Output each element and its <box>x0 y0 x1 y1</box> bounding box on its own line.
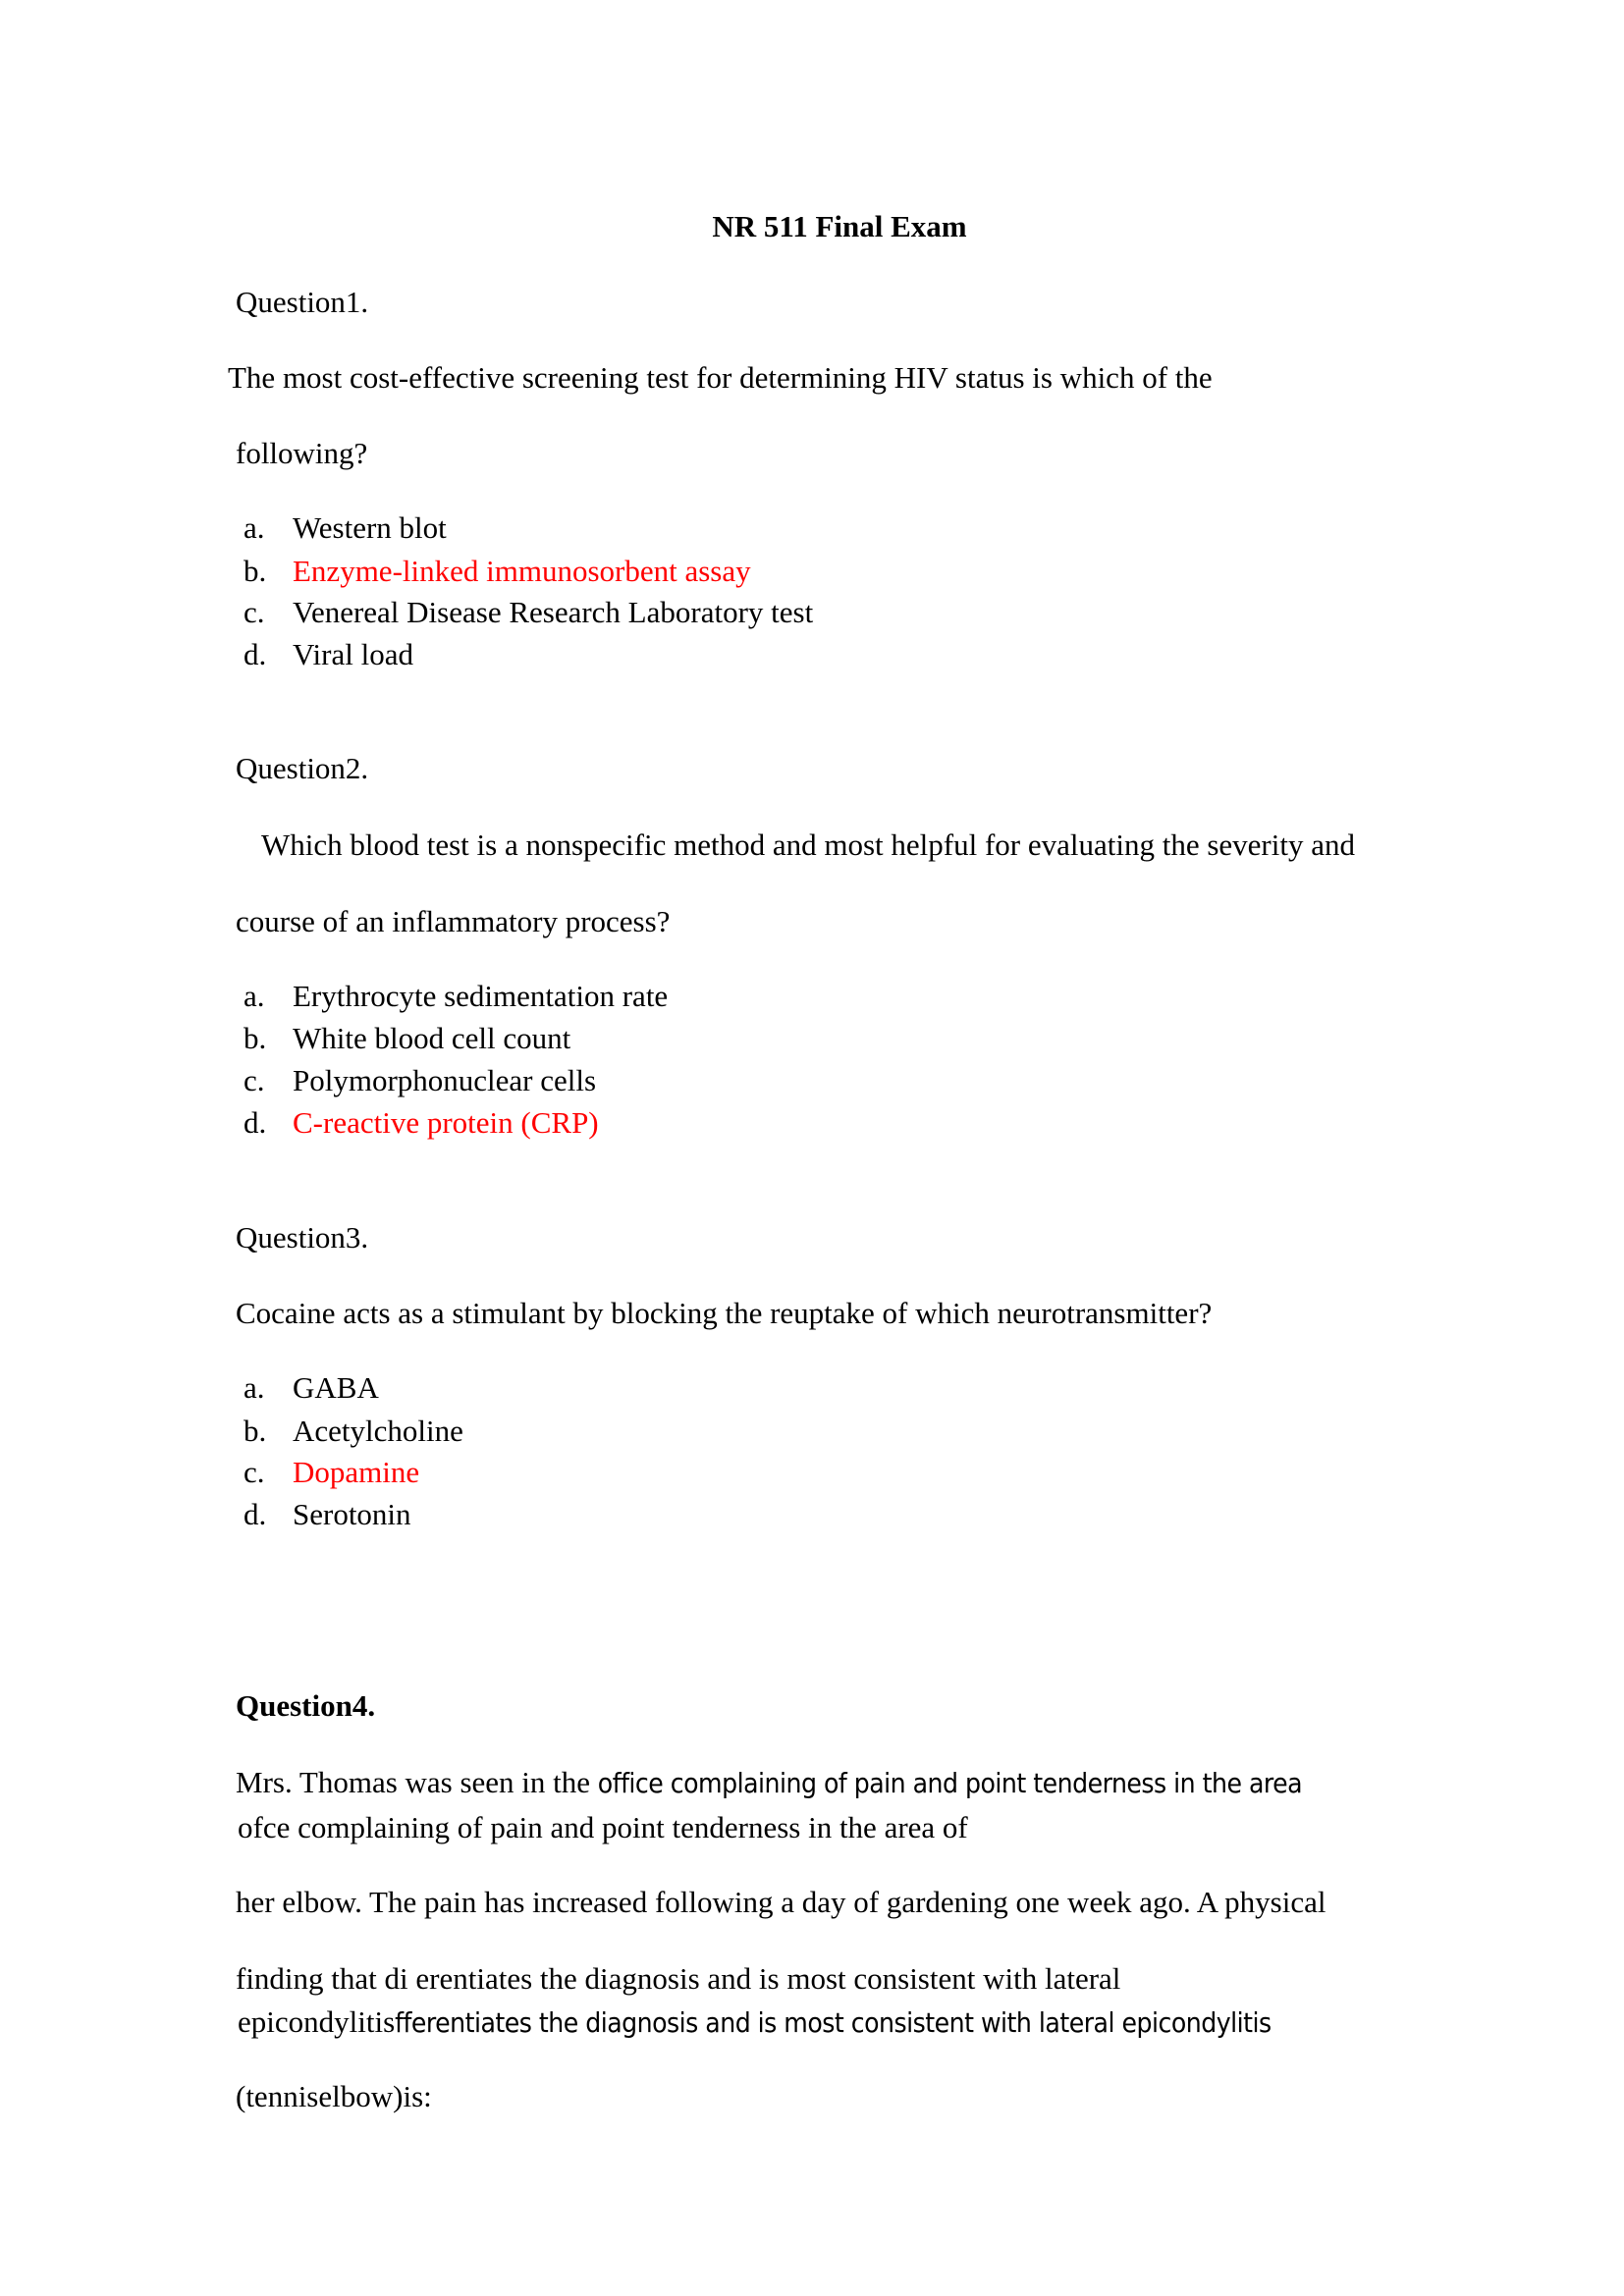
question-text: ofce complaining of pain and point tenderness in the area of <box>238 1810 968 1844</box>
option-text: Erythrocyte sedimentation rate <box>293 979 669 1013</box>
question-heading: Question2. <box>236 751 369 785</box>
option-text: White blood cell count <box>293 1021 571 1055</box>
option-key: b. <box>244 554 267 588</box>
page-title: NR 511 Final Exam <box>712 209 967 243</box>
question-text: Cocaine acts as a stimulant by blocking the reuptake of which neurotransmitter? <box>236 1296 1213 1330</box>
question-text-serif: epicondylitis <box>238 2004 396 2039</box>
question-text: finding that di erentiates the diagnosis and is most consistent with lateral <box>236 1961 1121 1996</box>
question-text <box>236 1765 1302 1801</box>
question-text-serif: Mrs. Thomas was seen in the <box>236 1765 598 1799</box>
option-text: GABA <box>293 1370 379 1405</box>
option-key: d. <box>244 1105 267 1140</box>
option-key: c. <box>244 1063 265 1097</box>
option-key: b. <box>244 1021 267 1055</box>
question-text: (tenniselbow)is: <box>236 2079 432 2113</box>
option-key: b. <box>244 1414 267 1448</box>
question-heading: Question3. <box>236 1220 369 1255</box>
option-key: c. <box>244 595 265 629</box>
option-key: a. <box>244 510 265 545</box>
question-text-sans: office complaining of pain and point tenderness in the area <box>597 1767 1303 1799</box>
option-text: Dopamine <box>293 1455 420 1489</box>
question-text: her elbow. The pain has increased following a day of gardening one week ago. A physical <box>236 1885 1326 1919</box>
question-text: following? <box>236 436 368 470</box>
option-text: Enzyme-linked immunosorbent assay <box>293 554 751 588</box>
question-text: The most cost-effective screening test for determining HIV status is which of the <box>228 360 1213 395</box>
option-key: a. <box>244 979 265 1013</box>
question-heading: Question1. <box>236 285 369 319</box>
option-key: c. <box>244 1455 265 1489</box>
question-heading: Question4. <box>236 1688 376 1723</box>
question-text <box>238 2004 1272 2041</box>
question-text: Which blood test is a nonspecific method and most helpful for evaluating the severity and <box>261 828 1355 862</box>
option-text: C-reactive protein (CRP) <box>293 1105 599 1140</box>
option-key: a. <box>244 1370 265 1405</box>
option-text: Acetylcholine <box>293 1414 463 1448</box>
option-key: d. <box>244 1497 267 1531</box>
option-text: Polymorphonuclear cells <box>293 1063 597 1097</box>
option-key: d. <box>244 637 267 671</box>
option-text: Venereal Disease Research Laboratory test <box>293 595 814 629</box>
option-text: Viral load <box>293 637 413 671</box>
question-text-sans: fferentiates the diagnosis and is most consistent with lateral epicondylitis <box>395 2006 1272 2039</box>
question-text: course of an inflammatory process? <box>236 904 671 938</box>
option-text: Western blot <box>293 510 447 545</box>
option-text: Serotonin <box>293 1497 411 1531</box>
